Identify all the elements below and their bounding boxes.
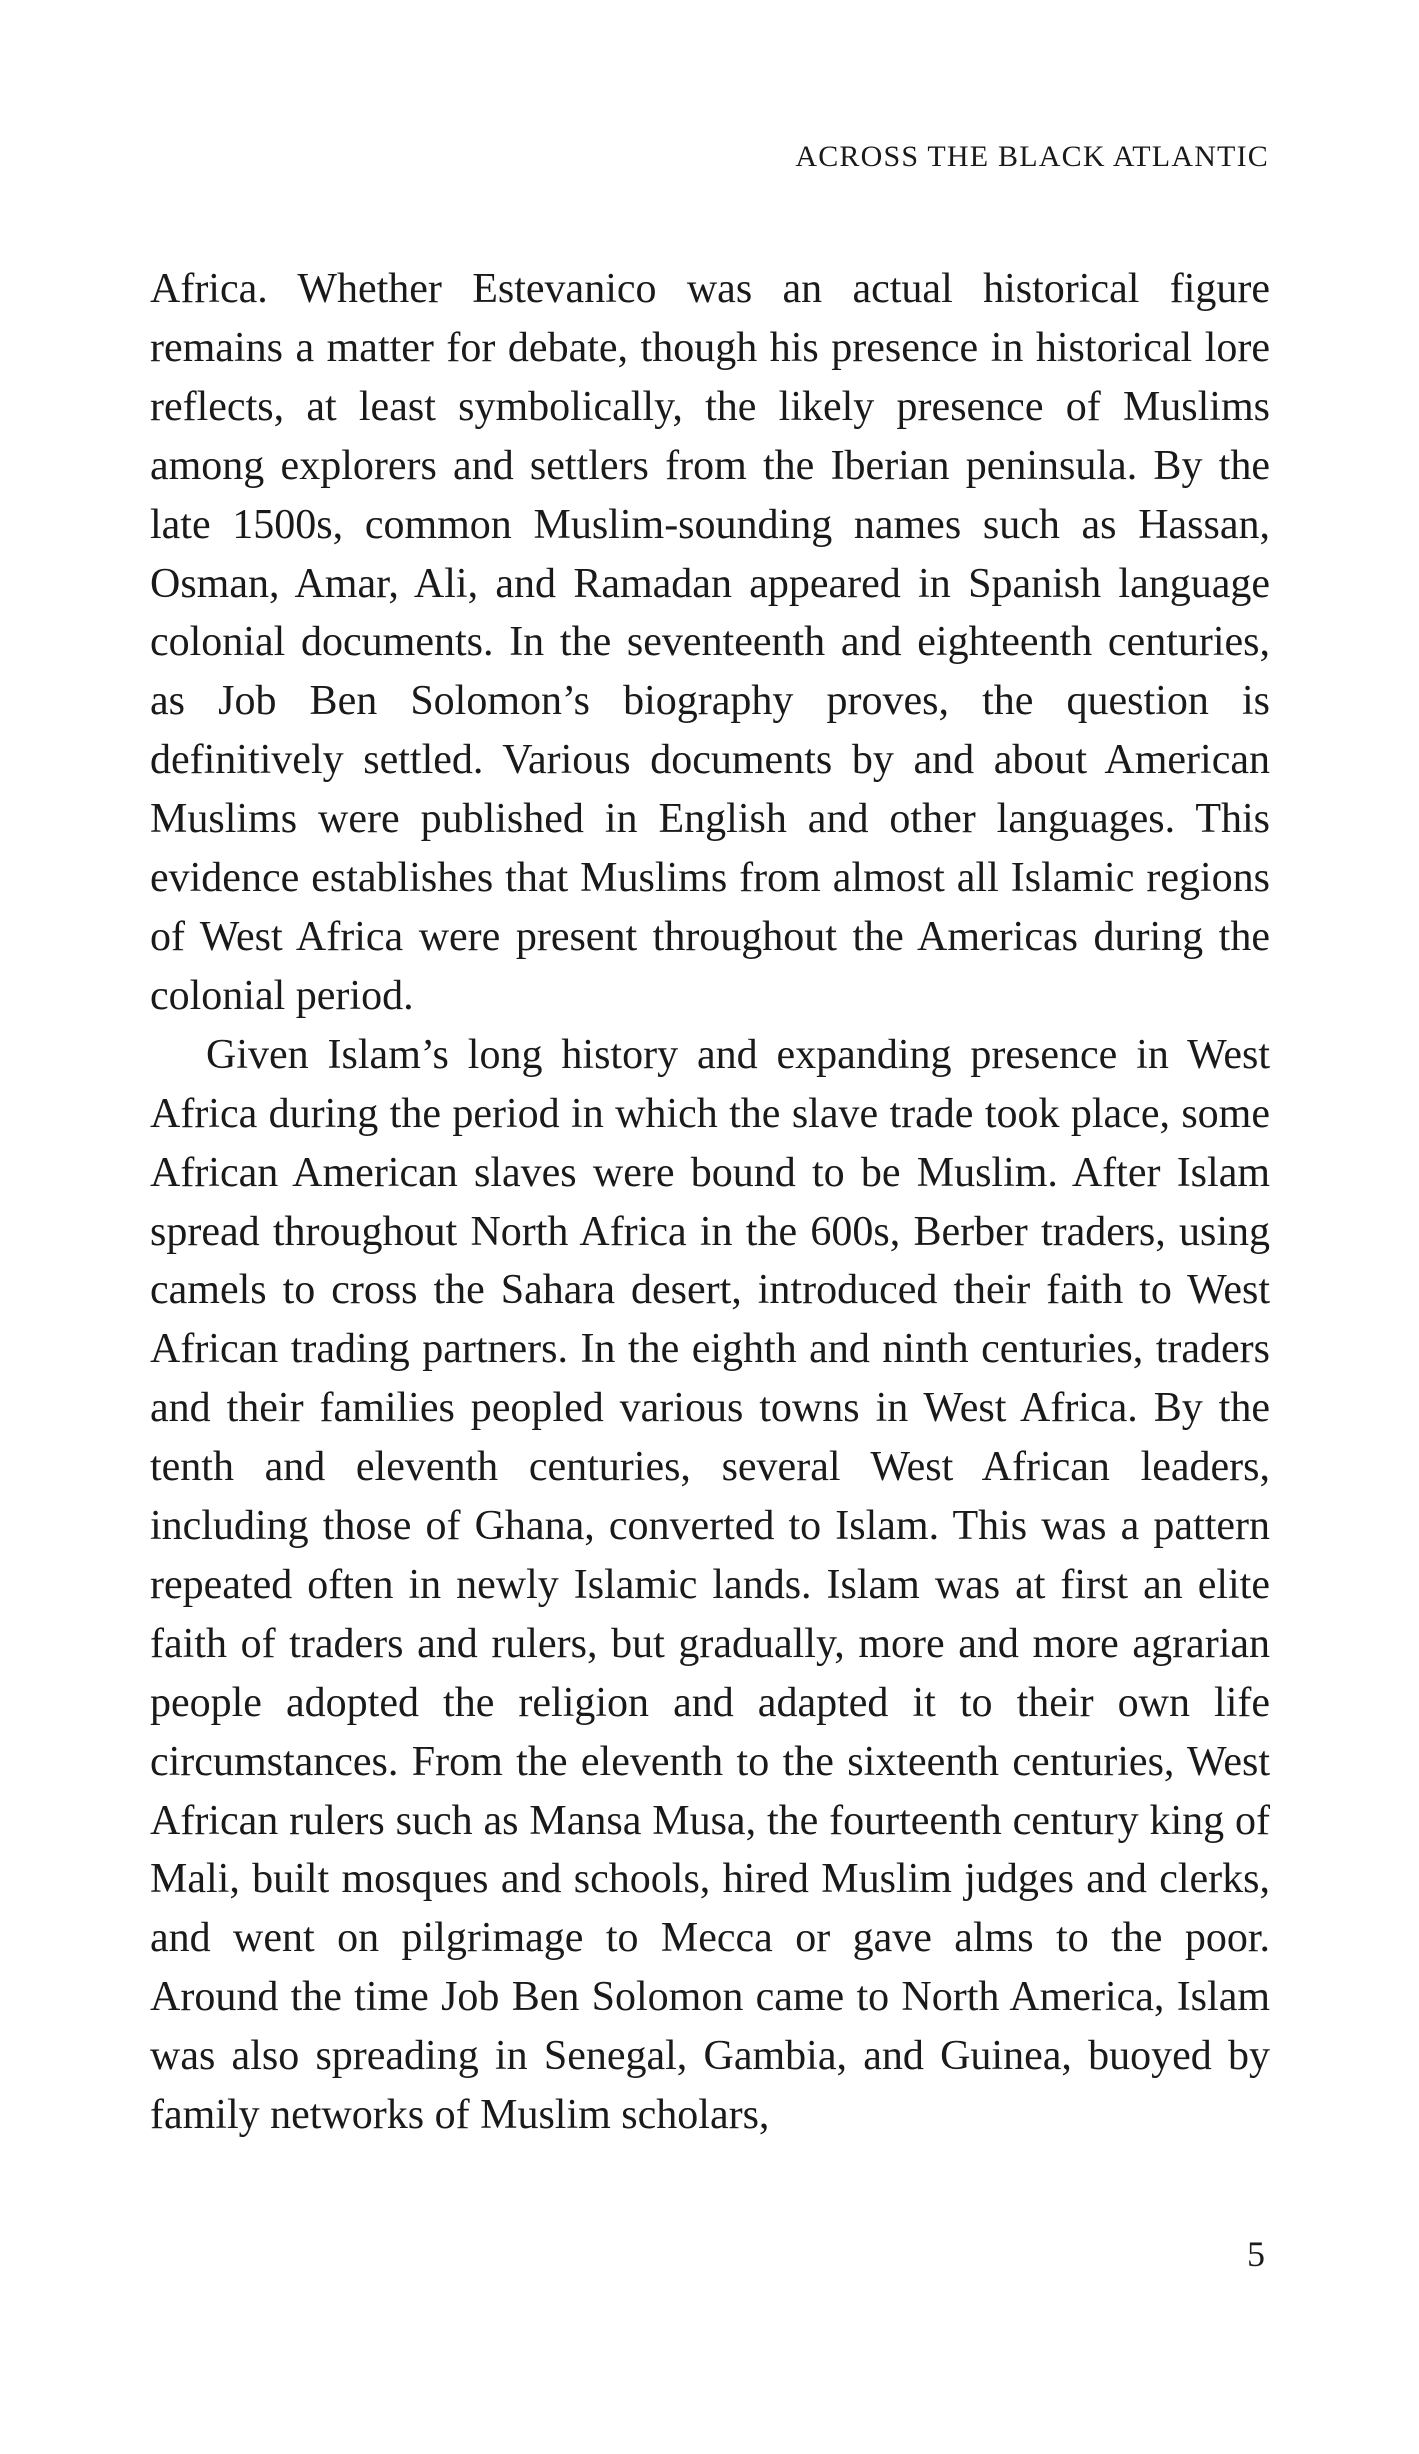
body-text <box>150 260 1270 2145</box>
paragraph: Given Islam’s long history and expanding presence in West Africa during the period in which the slave trade took place, some African American slaves were bound to be Muslim. After Islam spread throughout North Africa in the 600s, Berber traders, using camels to cross the Sahara desert, introduced their faith to West African trading partners. In the eighth and ninth centuries, traders and their families peopled various towns in West Africa. By the tenth and eleventh centuries, several West African leaders, including those of Ghana, converted to Islam. This was a pattern repeated often in newly Islamic lands. Islam was at first an elite faith of traders and rulers, but gradually, more and more agrarian people adopted the religion and adapted it to their own life circumstances. From the eleventh to the sixteenth centuries, West African rulers such as Mansa Musa, the fourteenth century king of Mali, built mosques and schools, hired Muslim judges and clerks, and went on pilgrimage to Mecca or gave alms to the poor. Around the time Job Ben Solomon came to North America, Islam was also spreading in Senegal, Gambia, and Guinea, buoyed by family networks of Muslim scholars, <box>150 1031 1270 2139</box>
running-head: ACROSS THE BLACK ATLANTIC <box>795 140 1269 173</box>
paragraph: Africa. Whether Estevanico was an actual historical figure remains a matter for debate, though his presence in historical lore reflects, at least symbolically, the likely presence of Muslims among explorers and settlers from the Iberian peninsula. By the late 1500s, common Muslim-sounding names such as Hassan, Osman, Amar, Ali, and Ramadan appeared in Spanish language colonial documents. In the seventeenth and eighteenth centuries, as Job Ben Solomon’s biography proves, the question is definitively settled. Various documents by and about American Muslims were published in English and other languages. This evidence establishes that Muslims from almost all Islamic regions of West Africa were present throughout the Americas during the colonial period. <box>150 266 1270 1019</box>
page-number: 5 <box>1247 2234 1265 2274</box>
